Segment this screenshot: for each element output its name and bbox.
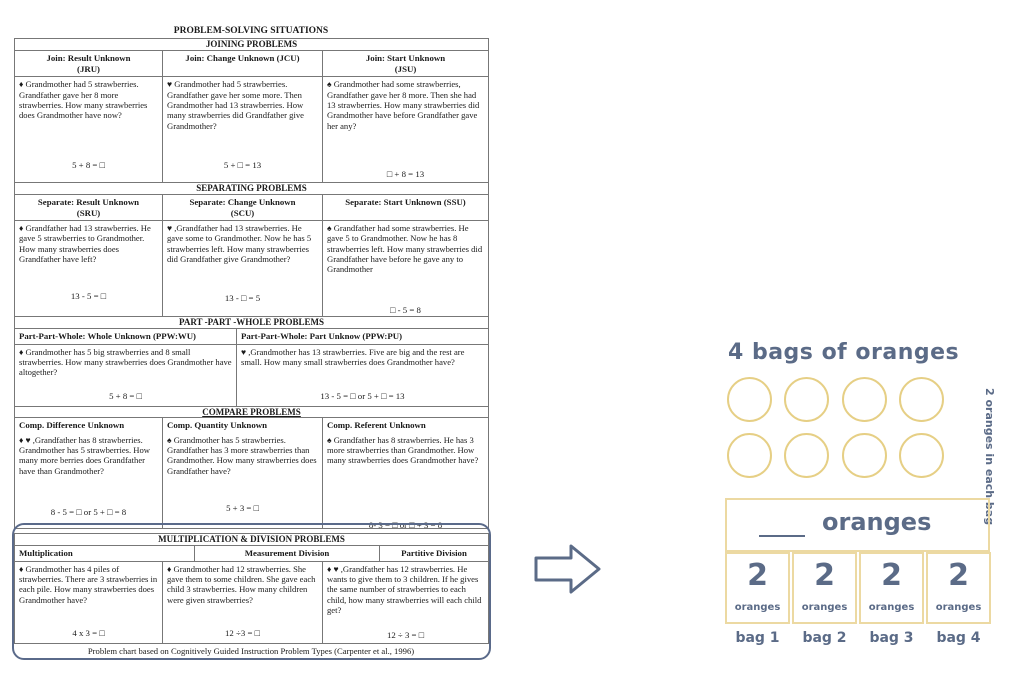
bag-box (926, 552, 991, 624)
comp-diff-text: ♦ ♥ ,Grandfather has 8 strawberries. Grandmother has 5 strawberries. How many more berries does Grandfather have than Grandmother? (19, 434, 151, 476)
scu-cell (163, 221, 323, 317)
ppw-pu-equation: 13 - 5 = □ or 5 + □ = 13 (237, 391, 488, 402)
bag-count: 2 (948, 558, 969, 593)
total-oranges-label: oranges (822, 508, 932, 536)
orange-circle (727, 377, 772, 422)
ppw-pu-header: Part-Part-Whole: Part Unknow (PPW:PU) (237, 328, 489, 344)
ssu-header: Separate: Start Unknown (SSU) (323, 195, 489, 221)
bag-count: 2 (814, 558, 835, 593)
orange-circle (842, 377, 887, 422)
bag-label: bag 4 (936, 630, 981, 646)
oranges-bags-model (720, 330, 1010, 660)
bag-unit: oranges (935, 602, 982, 613)
jcu-cell (163, 77, 323, 183)
orange-circle (784, 433, 829, 478)
multiplication-header: Multiplication (15, 546, 195, 562)
bag-unit: oranges (801, 602, 848, 613)
bag-count: 2 (747, 558, 768, 593)
joining-heading: JOINING PROBLEMS (15, 39, 489, 51)
jcu-header: Join: Change Unknown (JCU) (163, 51, 323, 77)
sru-equation: 13 - 5 = □ (15, 291, 162, 302)
multiplication-equation: 4 x 3 = □ (15, 628, 162, 639)
ppw-heading: PART -PART -WHOLE PROBLEMS (15, 317, 489, 329)
right-arrow-icon (533, 543, 603, 595)
ppw-pu-text: ♥ ,Grandmother has 13 strawberries. Five are big and the rest are small. How many small strawberries does Grandmother have? (241, 346, 465, 367)
bag-unit: oranges (734, 602, 781, 613)
jru-text: ♦ Grandmother had 5 strawberries. Grandfather gave her 8 more strawberries. How many strawberries does Grandmother have now? (19, 79, 148, 121)
comp-quantity-text: ♠ Grandmother has 5 strawberries. Grandfather has 3 more strawberries than Grandmother. How many strawberries does Grandfather have? (167, 434, 317, 476)
jsu-header: Join: Start Unknown (JSU) (323, 51, 489, 77)
doc-footer: Problem chart based on Cognitively Guided Instruction Problem Types (Carpenter et al., 1996) (87, 645, 415, 656)
jcu-equation: 5 + □ = 13 (163, 160, 322, 171)
sru-header: Separate: Result Unknown (SRU) (15, 195, 163, 221)
ppw-wu-header: Part-Part-Whole: Whole Unknown (PPW:WU) (15, 328, 237, 344)
partitive-division-equation: 12 ÷ 3 = □ (323, 630, 488, 641)
graphic-title: 4 bags of oranges (728, 340, 960, 365)
separating-heading: SEPARATING PROBLEMS (15, 183, 489, 195)
scu-text: ♥ ,Grandfather had 13 strawberries. He gave some to Grandmother. Now he has 5 strawberries left. How many strawberries did Grandfather give Grandmother? (167, 223, 312, 265)
compare-heading: COMPARE PROBLEMS (15, 406, 489, 418)
bag-box (792, 552, 857, 624)
ssu-cell (323, 221, 489, 317)
orange-circle (784, 377, 829, 422)
orange-circle (842, 433, 887, 478)
ppw-pu-cell (237, 344, 489, 406)
comp-referent-cell (323, 433, 489, 529)
comp-diff-equation: 8 - 5 = □ or 5 + □ = 8 (15, 507, 162, 518)
oranges-per-bag-label: 2 oranges in each bag (983, 388, 996, 526)
sru-text: ♦ Grandfather had 13 strawberries. He gave 5 strawberries to Grandmother. How many strawberries does Grandfather have left? (19, 223, 151, 265)
jru-header: Join: Result Unknown (JRU) (15, 51, 163, 77)
comp-quantity-cell (163, 433, 323, 529)
scu-header: Separate: Change Unknown (SCU) (163, 195, 323, 221)
total-blank-line (759, 535, 805, 537)
comp-diff-header: Comp. Difference Unknown (15, 418, 163, 433)
orange-circle (899, 433, 944, 478)
comp-referent-header: Comp. Referent Unknown (323, 418, 489, 433)
ppw-table (14, 316, 489, 406)
comp-diff-cell (15, 433, 163, 529)
doc-title: PROBLEM-SOLVING SITUATIONS (173, 26, 329, 36)
multiplication-heading: MULTIPLICATION & DIVISION PROBLEMS (15, 534, 489, 546)
total-oranges-box (725, 498, 990, 552)
bag-box (859, 552, 924, 624)
jru-equation: 5 + 8 = □ (15, 160, 162, 171)
comp-quantity-equation: 5 + 3 = □ (163, 503, 322, 514)
orange-circle (899, 377, 944, 422)
jsu-equation: □ + 8 = 13 (323, 169, 488, 180)
jcu-text: ♥ Grandmother had 5 strawberries. Grandfather gave her some more. Then Grandmother had 13 strawberries. How many strawberries did Grandfather give Grandmother? (167, 79, 304, 131)
bag-box (725, 552, 790, 624)
jsu-cell (323, 77, 489, 183)
partitive-division-text: ♦ ♥ ,Grandfather has 12 strawberries. He wants to give them to 3 children. If he gives the same number of strawberries to each child, how many strawberries will each child get? (327, 563, 482, 615)
jsu-text: ♠ Grandmother had some strawberries, Grandfather gave her 8 more. Then she had 13 strawberries. How many strawberries did Grandmother have before Grandfather gave her any? (327, 79, 480, 131)
bag-label: bag 2 (802, 630, 847, 646)
scu-equation: 13 - □ = 5 (163, 293, 322, 304)
sru-cell (15, 221, 163, 317)
ssu-text: ♠ Grandfather had some strawberries. He gave 5 to Grandmother. Now he has 8 strawberries left. How many strawberries did Grandfather have before he gave any to Grandmother (327, 223, 483, 275)
ppw-wu-text: ♦ Grandmother has 5 big strawberries and 8 small strawberries. How many strawberries does Grandmother have altogether? (19, 346, 232, 378)
multiplication-highlight-outline (12, 523, 491, 660)
bag-unit: oranges (868, 602, 915, 613)
comp-referent-text: ♠ Grandfather has 8 strawberries. He has 3 more strawberries than Grandmother. How many strawberries does Grandmother have? (327, 434, 479, 466)
orange-circle (727, 433, 772, 478)
bag-count: 2 (881, 558, 902, 593)
comp-quantity-header: Comp. Quantity Unknown (163, 418, 323, 433)
multiplication-text: ♦ Grandmother has 4 piles of strawberries. There are 3 strawberries in each pile. How many strawberries does Grandmother have? (19, 563, 158, 605)
compare-table (14, 406, 489, 530)
bag-label: bag 1 (735, 630, 780, 646)
problem-table (14, 38, 489, 317)
partitive-division-header: Partitive Division (380, 546, 489, 562)
comp-referent-equation: 8- 3 = □ or □ + 3 = 8 (323, 520, 488, 531)
jru-cell (15, 77, 163, 183)
measurement-division-equation: 12 ÷3 = □ (163, 628, 322, 639)
ssu-equation: □ - 5 = 8 (323, 305, 488, 316)
ppw-wu-cell (15, 344, 237, 406)
bag-label: bag 3 (869, 630, 914, 646)
ppw-wu-equation: 5 + 8 = □ (15, 391, 236, 402)
measurement-division-header: Measurement Division (195, 546, 380, 562)
measurement-division-text: ♦ Grandmother had 12 strawberries. She gave them to some children. She gave each child 3 strawberries. How many children were given strawberries? (167, 563, 316, 605)
